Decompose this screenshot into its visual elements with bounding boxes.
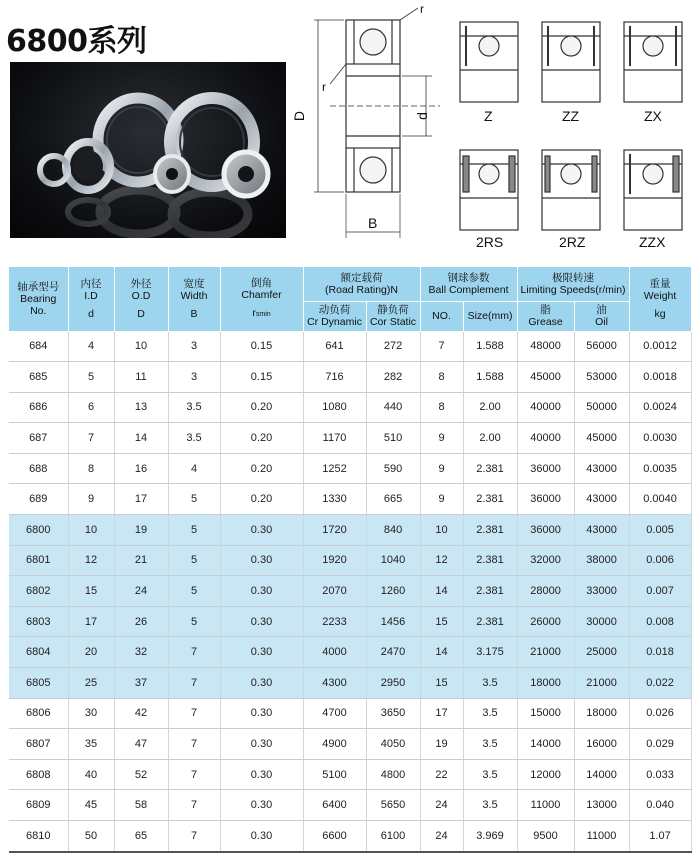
- cell-ball-size: 3.5: [463, 790, 517, 821]
- cell-static-load: 4800: [366, 759, 420, 790]
- cell-weight: 0.0024: [629, 392, 691, 423]
- cell-grease-speed: 45000: [517, 362, 574, 393]
- table-row: [9, 362, 691, 393]
- cell-dynamic-load: 641: [303, 331, 366, 362]
- cell-grease-speed: 36000: [517, 453, 574, 484]
- cell-grease-speed: 15000: [517, 698, 574, 729]
- cell-outer-diameter: 16: [114, 453, 168, 484]
- header-width: 宽度 Width B: [168, 267, 220, 331]
- cell-ball-count: 24: [420, 790, 463, 821]
- cell-dynamic-load: 1252: [303, 453, 366, 484]
- cell-grease-speed: 36000: [517, 484, 574, 515]
- header-grease-speed: 脂 Grease: [517, 301, 574, 331]
- cell-width: 3.5: [168, 423, 220, 454]
- cell-static-load: 590: [366, 453, 420, 484]
- cell-static-load: 1040: [366, 545, 420, 576]
- cell-chamfer: 0.30: [220, 668, 303, 699]
- cell-grease-speed: 21000: [517, 637, 574, 668]
- cell-width: 4: [168, 453, 220, 484]
- bearing-spec-table: [9, 267, 692, 853]
- cell-ball-count: 9: [420, 484, 463, 515]
- cell-chamfer: 0.20: [220, 484, 303, 515]
- cell-dynamic-load: 4300: [303, 668, 366, 699]
- cell-oil-speed: 21000: [574, 668, 629, 699]
- variant-label-zz: ZZ: [562, 108, 580, 124]
- cell-oil-speed: 16000: [574, 729, 629, 760]
- cell-dynamic-load: 1330: [303, 484, 366, 515]
- cell-ball-size: 1.588: [463, 331, 517, 362]
- cell-chamfer: 0.30: [220, 606, 303, 637]
- table-row: [9, 668, 691, 699]
- cell-ball-size: 2.381: [463, 576, 517, 607]
- cell-inner-diameter: 20: [68, 637, 114, 668]
- cell-outer-diameter: 21: [114, 545, 168, 576]
- header-model: 轴承型号 Bearing No.: [9, 267, 68, 331]
- header-inner-diameter: 内径 I.D d: [68, 267, 114, 331]
- table-row: [9, 759, 691, 790]
- cell-ball-size: 3.175: [463, 637, 517, 668]
- cell-ball-size: 2.381: [463, 606, 517, 637]
- cell-ball-size: 3.5: [463, 759, 517, 790]
- cell-model: 6810: [9, 821, 68, 852]
- table-row: [9, 821, 691, 852]
- cell-grease-speed: 12000: [517, 759, 574, 790]
- header-ball-complement: 钢球参数 Ball Complement: [420, 267, 517, 301]
- cell-static-load: 6100: [366, 821, 420, 852]
- cell-static-load: 665: [366, 484, 420, 515]
- cell-dynamic-load: 4900: [303, 729, 366, 760]
- table-row: [9, 331, 691, 362]
- cell-model: 688: [9, 453, 68, 484]
- cell-dynamic-load: 6400: [303, 790, 366, 821]
- cell-oil-speed: 38000: [574, 545, 629, 576]
- table-row: [9, 606, 691, 637]
- cell-model: 6809: [9, 790, 68, 821]
- cell-model: 6800: [9, 515, 68, 546]
- table-row: [9, 576, 691, 607]
- cell-dynamic-load: 4000: [303, 637, 366, 668]
- table-row: [9, 545, 691, 576]
- cell-ball-size: 3.5: [463, 698, 517, 729]
- variant-label-2rz: 2RZ: [559, 234, 586, 250]
- cell-oil-speed: 13000: [574, 790, 629, 821]
- cell-chamfer: 0.15: [220, 331, 303, 362]
- cell-model: 686: [9, 392, 68, 423]
- variant-label-z: Z: [484, 108, 493, 124]
- header-limiting-speeds: 极限转速 Limiting Speeds(r/min): [517, 267, 629, 301]
- cell-outer-diameter: 58: [114, 790, 168, 821]
- cell-outer-diameter: 19: [114, 515, 168, 546]
- cell-ball-count: 15: [420, 668, 463, 699]
- cell-oil-speed: 50000: [574, 392, 629, 423]
- cell-ball-count: 8: [420, 362, 463, 393]
- cell-oil-speed: 43000: [574, 515, 629, 546]
- table-row: [9, 453, 691, 484]
- cell-outer-diameter: 65: [114, 821, 168, 852]
- cell-weight: 0.018: [629, 637, 691, 668]
- table-row: [9, 790, 691, 821]
- cell-chamfer: 0.30: [220, 545, 303, 576]
- cell-width: 5: [168, 545, 220, 576]
- cell-chamfer: 0.30: [220, 729, 303, 760]
- cell-chamfer: 0.30: [220, 637, 303, 668]
- cell-width: 7: [168, 698, 220, 729]
- cell-ball-count: 19: [420, 729, 463, 760]
- cell-static-load: 2470: [366, 637, 420, 668]
- cell-weight: 0.0018: [629, 362, 691, 393]
- cell-grease-speed: 32000: [517, 545, 574, 576]
- cell-dynamic-load: 1720: [303, 515, 366, 546]
- cell-model: 6803: [9, 606, 68, 637]
- cell-inner-diameter: 15: [68, 576, 114, 607]
- cell-outer-diameter: 24: [114, 576, 168, 607]
- cell-chamfer: 0.15: [220, 362, 303, 393]
- cell-inner-diameter: 50: [68, 821, 114, 852]
- cell-outer-diameter: 17: [114, 484, 168, 515]
- cell-width: 5: [168, 606, 220, 637]
- cell-ball-size: 1.588: [463, 362, 517, 393]
- cell-dynamic-load: 2070: [303, 576, 366, 607]
- cell-static-load: 5650: [366, 790, 420, 821]
- cell-weight: 0.040: [629, 790, 691, 821]
- cell-dynamic-load: 6600: [303, 821, 366, 852]
- cell-model: 6808: [9, 759, 68, 790]
- cell-inner-diameter: 40: [68, 759, 114, 790]
- cell-model: 685: [9, 362, 68, 393]
- cell-static-load: 840: [366, 515, 420, 546]
- cell-grease-speed: 9500: [517, 821, 574, 852]
- cell-model: 684: [9, 331, 68, 362]
- table-row: [9, 637, 691, 668]
- page-title: 6800系列: [6, 24, 147, 59]
- cell-outer-diameter: 42: [114, 698, 168, 729]
- cell-oil-speed: 33000: [574, 576, 629, 607]
- variant-label-zx: ZX: [644, 108, 662, 124]
- cell-weight: 0.033: [629, 759, 691, 790]
- cell-ball-count: 14: [420, 576, 463, 607]
- table-row: [9, 392, 691, 423]
- outer-diameter-label: D: [291, 110, 308, 122]
- cell-weight: 0.008: [629, 606, 691, 637]
- cell-weight: 0.0030: [629, 423, 691, 454]
- cell-chamfer: 0.20: [220, 423, 303, 454]
- cell-ball-count: 17: [420, 698, 463, 729]
- cell-width: 7: [168, 637, 220, 668]
- cell-dynamic-load: 2233: [303, 606, 366, 637]
- cell-width: 3: [168, 331, 220, 362]
- cell-inner-diameter: 45: [68, 790, 114, 821]
- cell-grease-speed: 40000: [517, 423, 574, 454]
- cell-ball-size: 2.381: [463, 453, 517, 484]
- cell-outer-diameter: 10: [114, 331, 168, 362]
- cell-weight: 0.029: [629, 729, 691, 760]
- cell-weight: 0.0035: [629, 453, 691, 484]
- cell-outer-diameter: 47: [114, 729, 168, 760]
- cell-inner-diameter: 30: [68, 698, 114, 729]
- cell-ball-count: 24: [420, 821, 463, 852]
- table-row: [9, 515, 691, 546]
- cell-ball-size: 3.969: [463, 821, 517, 852]
- cell-inner-diameter: 17: [68, 606, 114, 637]
- header-outer-diameter: 外径 O.D D: [114, 267, 168, 331]
- cell-static-load: 2950: [366, 668, 420, 699]
- header-weight: 重量 Weight kg: [629, 267, 691, 331]
- cell-outer-diameter: 13: [114, 392, 168, 423]
- cell-ball-size: 3.5: [463, 729, 517, 760]
- cell-oil-speed: 14000: [574, 759, 629, 790]
- cell-width: 7: [168, 668, 220, 699]
- cell-model: 6805: [9, 668, 68, 699]
- cell-oil-speed: 18000: [574, 698, 629, 729]
- cell-inner-diameter: 12: [68, 545, 114, 576]
- inner-diameter-label: d: [413, 112, 430, 120]
- cell-width: 5: [168, 515, 220, 546]
- cell-model: 6806: [9, 698, 68, 729]
- cell-ball-size: 2.00: [463, 392, 517, 423]
- header-ball-size: Size(mm): [463, 301, 517, 331]
- header-static-load: 静负荷 Cor Static: [366, 301, 420, 331]
- cell-dynamic-load: 4700: [303, 698, 366, 729]
- cell-static-load: 510: [366, 423, 420, 454]
- cell-weight: 0.0040: [629, 484, 691, 515]
- cell-oil-speed: 53000: [574, 362, 629, 393]
- cell-static-load: 1260: [366, 576, 420, 607]
- cell-ball-count: 10: [420, 515, 463, 546]
- cell-outer-diameter: 11: [114, 362, 168, 393]
- cell-oil-speed: 56000: [574, 331, 629, 362]
- cell-width: 3.5: [168, 392, 220, 423]
- cell-outer-diameter: 26: [114, 606, 168, 637]
- cell-static-load: 272: [366, 331, 420, 362]
- cell-model: 6807: [9, 729, 68, 760]
- cell-weight: 0.007: [629, 576, 691, 607]
- cell-inner-diameter: 8: [68, 453, 114, 484]
- cell-width: 5: [168, 484, 220, 515]
- cell-static-load: 1456: [366, 606, 420, 637]
- cell-outer-diameter: 14: [114, 423, 168, 454]
- table-row: [9, 423, 691, 454]
- cell-inner-diameter: 4: [68, 331, 114, 362]
- cell-grease-speed: 28000: [517, 576, 574, 607]
- cell-grease-speed: 36000: [517, 515, 574, 546]
- cell-inner-diameter: 5: [68, 362, 114, 393]
- cell-ball-count: 7: [420, 331, 463, 362]
- cell-ball-count: 12: [420, 545, 463, 576]
- cell-outer-diameter: 52: [114, 759, 168, 790]
- cell-chamfer: 0.30: [220, 821, 303, 852]
- cell-oil-speed: 25000: [574, 637, 629, 668]
- cell-grease-speed: 11000: [517, 790, 574, 821]
- cell-dynamic-load: 1170: [303, 423, 366, 454]
- cell-chamfer: 0.30: [220, 790, 303, 821]
- cell-ball-count: 9: [420, 453, 463, 484]
- cell-dynamic-load: 1080: [303, 392, 366, 423]
- header-dynamic-load: 动负荷 Cr Dynamic: [303, 301, 366, 331]
- cell-width: 7: [168, 821, 220, 852]
- cell-ball-count: 14: [420, 637, 463, 668]
- cell-model: 6804: [9, 637, 68, 668]
- variant-label-2rs: 2RS: [476, 234, 504, 250]
- cell-chamfer: 0.30: [220, 576, 303, 607]
- cell-width: 7: [168, 790, 220, 821]
- radius-label-top: r: [420, 2, 424, 16]
- bearing-diagram: [290, 0, 700, 250]
- cell-dynamic-load: 5100: [303, 759, 366, 790]
- cell-oil-speed: 45000: [574, 423, 629, 454]
- radius-label-left: r: [322, 80, 326, 94]
- cell-ball-size: 2.00: [463, 423, 517, 454]
- cell-static-load: 3650: [366, 698, 420, 729]
- variant-label-zzx: ZZX: [639, 234, 666, 250]
- cell-model: 6802: [9, 576, 68, 607]
- cell-chamfer: 0.30: [220, 515, 303, 546]
- cell-oil-speed: 43000: [574, 484, 629, 515]
- cell-inner-diameter: 7: [68, 423, 114, 454]
- table-row: [9, 729, 691, 760]
- cell-static-load: 4050: [366, 729, 420, 760]
- cell-ball-count: 9: [420, 423, 463, 454]
- cell-outer-diameter: 32: [114, 637, 168, 668]
- cell-ball-count: 8: [420, 392, 463, 423]
- cell-oil-speed: 43000: [574, 453, 629, 484]
- cell-ball-size: 2.381: [463, 545, 517, 576]
- cell-width: 5: [168, 576, 220, 607]
- cell-model: 6801: [9, 545, 68, 576]
- cell-outer-diameter: 37: [114, 668, 168, 699]
- cell-chamfer: 0.30: [220, 698, 303, 729]
- cell-weight: 0.005: [629, 515, 691, 546]
- cell-grease-speed: 26000: [517, 606, 574, 637]
- table-body: [9, 331, 691, 852]
- cell-oil-speed: 30000: [574, 606, 629, 637]
- header-chamfer: 倒角 Chamfer rsmin: [220, 267, 303, 331]
- width-label: B: [368, 215, 378, 231]
- cell-inner-diameter: 10: [68, 515, 114, 546]
- cell-width: 3: [168, 362, 220, 393]
- cell-inner-diameter: 35: [68, 729, 114, 760]
- cell-inner-diameter: 25: [68, 668, 114, 699]
- bearings-photo: [10, 62, 286, 238]
- cell-inner-diameter: 6: [68, 392, 114, 423]
- cell-dynamic-load: 716: [303, 362, 366, 393]
- cell-ball-count: 22: [420, 759, 463, 790]
- header-load-rating: 额定载荷 (Road Rating)N: [303, 267, 420, 301]
- cell-chamfer: 0.20: [220, 392, 303, 423]
- cell-grease-speed: 18000: [517, 668, 574, 699]
- cell-ball-count: 15: [420, 606, 463, 637]
- cell-ball-size: 2.381: [463, 515, 517, 546]
- cell-weight: 0.026: [629, 698, 691, 729]
- cell-weight: 0.022: [629, 668, 691, 699]
- cell-dynamic-load: 1920: [303, 545, 366, 576]
- cell-weight: 1.07: [629, 821, 691, 852]
- cell-inner-diameter: 9: [68, 484, 114, 515]
- cell-static-load: 440: [366, 392, 420, 423]
- cell-grease-speed: 48000: [517, 331, 574, 362]
- cell-width: 7: [168, 729, 220, 760]
- cell-static-load: 282: [366, 362, 420, 393]
- header-oil-speed: 油 Oil: [574, 301, 629, 331]
- table-row: [9, 698, 691, 729]
- cell-width: 7: [168, 759, 220, 790]
- cell-model: 687: [9, 423, 68, 454]
- cell-chamfer: 0.20: [220, 453, 303, 484]
- cell-weight: 0.006: [629, 545, 691, 576]
- table-row: [9, 484, 691, 515]
- cell-model: 689: [9, 484, 68, 515]
- cell-grease-speed: 40000: [517, 392, 574, 423]
- cell-grease-speed: 14000: [517, 729, 574, 760]
- cell-ball-size: 2.381: [463, 484, 517, 515]
- header-ball-count: NO.: [420, 301, 463, 331]
- cell-oil-speed: 11000: [574, 821, 629, 852]
- cell-chamfer: 0.30: [220, 759, 303, 790]
- cell-weight: 0.0012: [629, 331, 691, 362]
- cell-ball-size: 3.5: [463, 668, 517, 699]
